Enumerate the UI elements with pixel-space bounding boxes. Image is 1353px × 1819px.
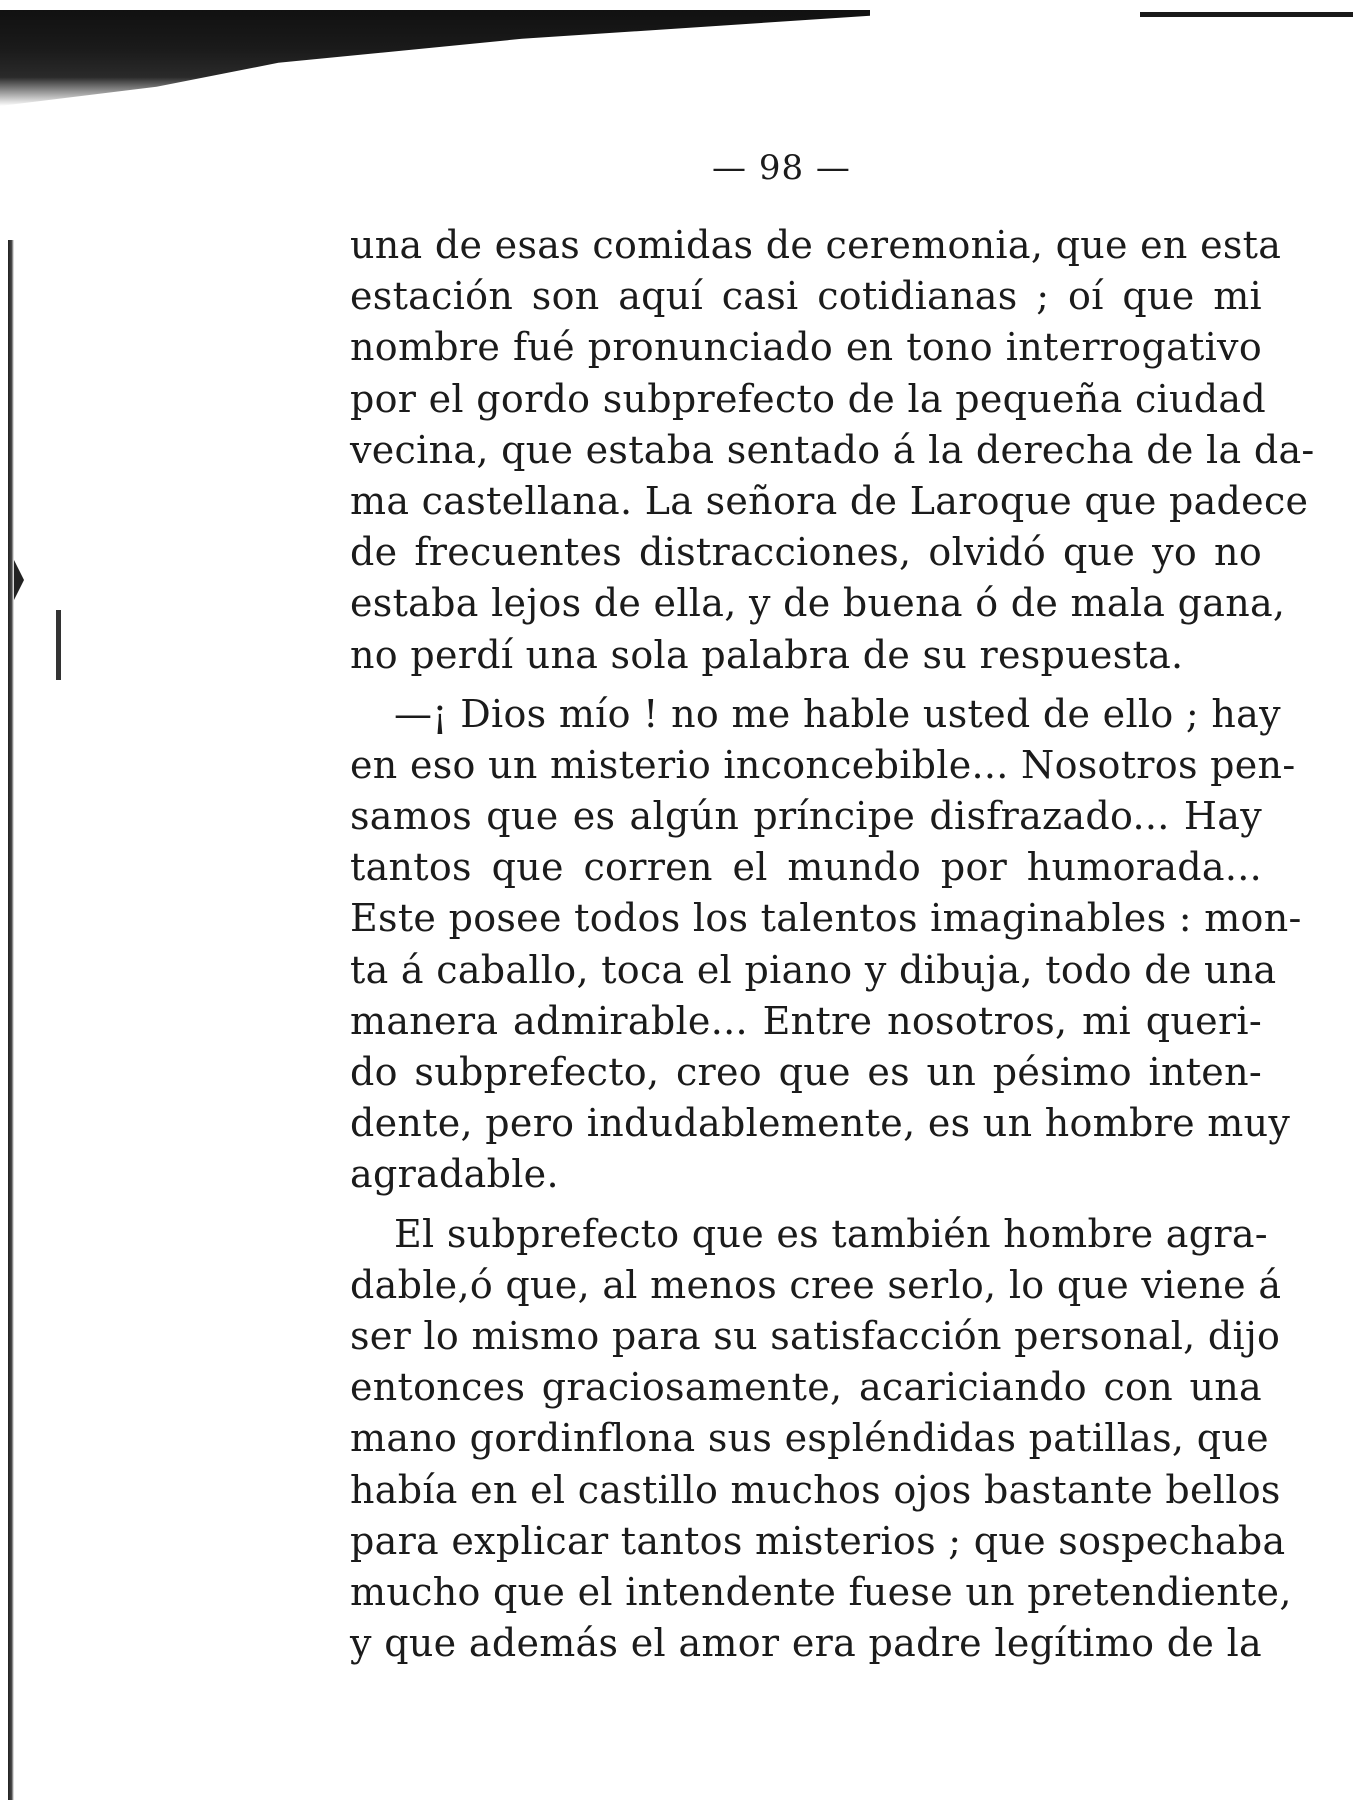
paragraph-2 bbox=[350, 689, 1302, 1201]
text-line: samos que es algún príncipe disfrazado... Hay bbox=[350, 794, 1262, 839]
text-line: y que además el amor era padre legítimo de la bbox=[350, 1621, 1262, 1666]
text-line: no perdí una sola palabra de su respuesta. bbox=[350, 632, 1184, 677]
scan-shadow-left-edge bbox=[8, 240, 14, 1800]
text-line: entonces graciosamente, acariciando con una bbox=[350, 1365, 1262, 1410]
text-line: Este posee todos los talentos imaginables : mon- bbox=[350, 896, 1302, 941]
scan-mark-left bbox=[14, 560, 24, 600]
text-line: tantos que corren el mundo por humorada... bbox=[350, 845, 1262, 890]
text-line: por el gordo subprefecto de la pequeña ciudad bbox=[350, 376, 1266, 421]
paragraph-gap bbox=[350, 681, 1262, 689]
text-line: estaba lejos de ella, y de buena ó de mala gana, bbox=[350, 581, 1286, 626]
text-line: dable,ó que, al menos cree serlo, lo que viene á bbox=[350, 1262, 1282, 1307]
text-line: agradable. bbox=[350, 1152, 559, 1197]
paragraph-1 bbox=[350, 220, 1315, 681]
text-line: do subprefecto, creo que es un pésimo inten- bbox=[350, 1050, 1262, 1094]
text-line: dente, pero indudablemente, es un hombre muy bbox=[350, 1101, 1291, 1146]
scan-mark-left-tick bbox=[56, 610, 61, 680]
text-line: para explicar tantos misterios ; que sospechaba bbox=[350, 1518, 1286, 1563]
scan-shadow-top-right bbox=[1140, 12, 1353, 17]
text-line: mano gordinflona sus espléndidas patillas, que bbox=[350, 1416, 1269, 1461]
text-line: nombre fué pronunciado en tono interrogativo bbox=[350, 325, 1262, 370]
body-text bbox=[350, 220, 1315, 1669]
text-line: mucho que el intendente fuese un pretendiente, bbox=[350, 1569, 1292, 1614]
text-line: había en el castillo muchos ojos bastante bellos bbox=[350, 1467, 1281, 1512]
text-line: ta á caballo, toca el piano y dibuja, todo de una bbox=[350, 947, 1277, 992]
text-line: manera admirable... Entre nosotros, mi queri- bbox=[350, 998, 1262, 1043]
paragraph-gap bbox=[350, 1201, 1262, 1209]
text-line: estación son aquí casi cotidianas ; oí que mi bbox=[350, 274, 1262, 319]
paragraph-3 bbox=[350, 1209, 1292, 1670]
text-line: —¡ Dios mío ! no me hable usted de ello ; hay bbox=[394, 691, 1281, 736]
scan-shadow-top bbox=[0, 10, 870, 106]
text-line: ma castellana. La señora de Laroque que padece bbox=[350, 478, 1309, 523]
text-line: El subprefecto que es también hombre agra- bbox=[394, 1211, 1268, 1256]
text-line: de frecuentes distracciones, olvidó que yo no bbox=[350, 530, 1262, 575]
text-line: ser lo mismo para su satisfacción personal, dijo bbox=[350, 1313, 1281, 1358]
text-line: una de esas comidas de ceremonia, que en esta bbox=[350, 223, 1282, 267]
text-line: vecina, que estaba sentado á la derecha de la da- bbox=[350, 427, 1315, 472]
text-line: en eso un misterio inconcebible... Nosotros pen- bbox=[350, 742, 1296, 787]
page-number: — 98 — bbox=[712, 148, 851, 188]
